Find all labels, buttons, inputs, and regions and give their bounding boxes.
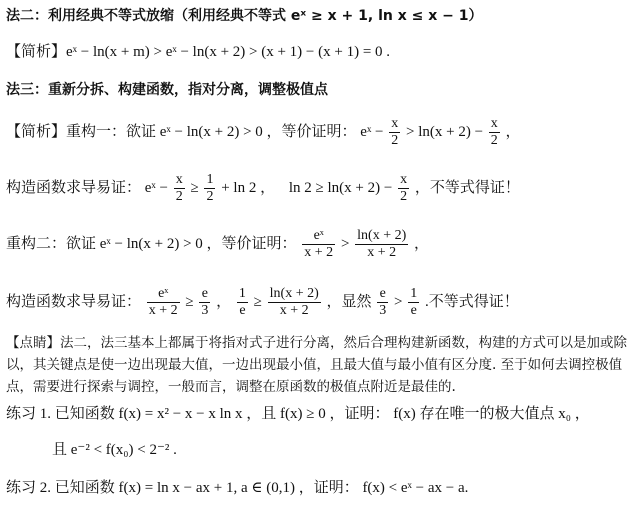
reconstruction-2 <box>6 228 429 261</box>
exercise-1-line-2: 且 e⁻² < f(x₀) < 2⁻² . <box>52 442 177 458</box>
recon1-fraction-2: $\frac{x}{2}$ <box>490 116 498 148</box>
construct1-d: ln 2 ≥ ln(x + 2) − <box>288 179 393 196</box>
recon2-end: ， <box>414 235 430 252</box>
construct1-a: eˣ − <box>144 179 168 196</box>
construct2-d: ，显然 <box>326 293 372 310</box>
construct2-fraction-1: $\frac{\text{eˣ}}{x + 2}$ <box>148 286 178 318</box>
exercise-1-line-1: 练习 1. 已知函数 f(x) = x² − x − x ln x ，且 f(x) ≥ 0 ，证明： f(x) 存在唯一的极大值点 x₀ ， <box>6 406 590 422</box>
construct1-b: ≥ <box>190 179 199 196</box>
construct2-b: ， <box>216 293 232 310</box>
construct1-c: + ln 2 ， <box>221 179 276 196</box>
recon1-prefix: 【简析】重构一：欲证 eˣ − ln(x + 2) > 0 ，等价证明： <box>6 123 357 140</box>
construct2-fraction-5: $\frac{e}{3}$ <box>379 286 387 318</box>
exercise-2: 练习 2. 已知函数 f(x) = ln x − ax + 1, a ∈ (0,1) ，证明： f(x) < eˣ − ax − a. <box>6 480 469 496</box>
construct2-fraction-2: $\frac{e}{3}$ <box>201 286 209 318</box>
recon1-end: ， <box>505 123 521 140</box>
construct2-fraction-4: $\frac{\ln(x + 2)}{x + 2}$ <box>269 286 319 318</box>
construct1-fraction-3: $\frac{x}{2}$ <box>400 172 408 204</box>
recon1-mid: > ln(x + 2) − <box>406 123 484 140</box>
recon1-fraction-1: $\frac{x}{2}$ <box>391 116 399 148</box>
construction-2 <box>6 286 519 319</box>
construct1-e: ，不等式得证！ <box>414 179 520 196</box>
construct2-a: ≥ <box>185 293 194 310</box>
method2-heading: 法二：利用经典不等式放缩（利用经典不等式 eˣ ≥ x + 1, ln x ≤ x − 1） <box>6 8 483 24</box>
construct1-fraction-1: $\frac{x}{2}$ <box>175 172 183 204</box>
construct2-f: .不等式得证！ <box>425 293 519 310</box>
construction-1 <box>6 172 520 205</box>
construct1-fraction-2: $\frac{1}{2}$ <box>206 172 214 204</box>
recon2-gt: > <box>340 235 350 252</box>
construct2-c: ≥ <box>253 293 262 310</box>
reconstruction-1 <box>6 116 521 149</box>
recon2-fraction-2: $\frac{\ln(x + 2)}{x + 2}$ <box>357 228 407 260</box>
construct1-prefix: 构造函数求导易证： <box>6 179 142 196</box>
recon2-fraction-1: $\frac{\text{eˣ}}{x + 2}$ <box>304 228 334 260</box>
construct2-fraction-6: $\frac{1}{e}$ <box>410 286 418 318</box>
construct2-e: > <box>394 293 403 310</box>
construct2-prefix: 构造函数求导易证： <box>6 293 142 310</box>
method2-analysis: 【简析】eˣ − ln(x + m) > eˣ − ln(x + 2) > (x + 1) − (x + 1) = 0 . <box>6 44 391 60</box>
method3-heading: 法三：重新分拆、构建函数，指对分离，调整极值点 <box>6 82 328 98</box>
recon1-lhs: eˣ − <box>360 123 384 140</box>
recon2-prefix: 重构二：欲证 eˣ − ln(x + 2) > 0 ，等价证明： <box>6 235 297 252</box>
key-point-note: 【点睛】法二，法三基本上都属于将指对式子进行分离，然后合理构建新函数，构建的方式可以是加或除以，其关键点是使一边出现最大值，一边出现最小值，且最大值与最小值有区分度. 至于如何去调控极值点，需要进行探索与调控，一般而言，调整在原函数的极值点附近是最佳的. <box>6 335 627 395</box>
construct2-fraction-3: $\frac{1}{e}$ <box>238 286 246 318</box>
